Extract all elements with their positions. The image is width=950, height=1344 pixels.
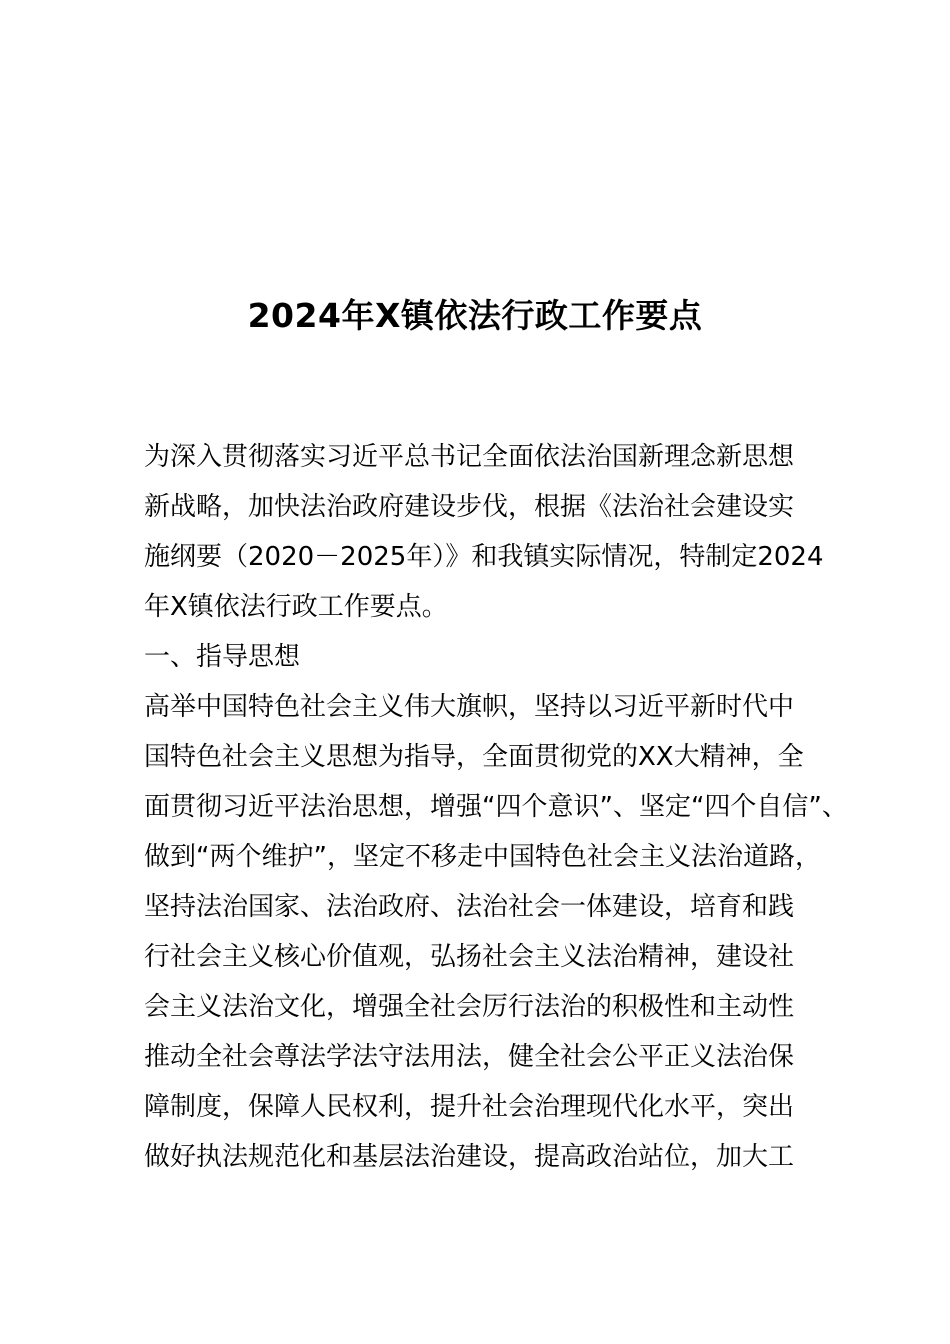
intro-line-1: 为深入贯彻落实习近平总书记全面依法治国新理念新思想 [144,442,795,472]
section-line-3: 面贯彻习近平法治思想，增强“四个意识”、坚定“四个自信”、 [144,792,848,822]
section-line-1: 高举中国特色社会主义伟大旗帜，坚持以习近平新时代中 [144,692,795,722]
intro-line-2: 新战略，加快法治政府建设步伐，根据《法治社会建设实 [144,492,795,522]
section-line-2: 国特色社会主义思想为指导，全面贯彻党的XX大精神，全 [144,742,804,772]
document-body [144,432,848,1182]
document-title: 2024年X镇依法行政工作要点 [247,296,703,335]
section-line-7: 会主义法治文化，增强全社会厉行法治的积极性和主动性 [144,992,795,1022]
section-line-10: 做好执法规范化和基层法治建设，提高政治站位，加大工 [144,1142,795,1172]
intro-line-3: 施纲要（2020－2025年）》和我镇实际情况，特制定2024 [144,542,824,572]
section-line-8: 推动全社会尊法学法守法用法，健全社会公平正义法治保 [144,1042,795,1072]
section-line-6: 行社会主义核心价值观，弘扬社会主义法治精神，建设社 [144,942,795,972]
section-heading-guiding-ideology: 一、指导思想 [144,642,301,672]
section-line-9: 障制度，保障人民权利，提升社会治理现代化水平，突出 [144,1092,795,1122]
section-line-4: 做到“两个维护”，坚定不移走中国特色社会主义法治道路， [144,842,821,872]
section-line-5: 坚持法治国家、法治政府、法治社会一体建设，培育和践 [144,892,795,922]
intro-line-4: 年X镇依法行政工作要点。 [144,592,448,622]
